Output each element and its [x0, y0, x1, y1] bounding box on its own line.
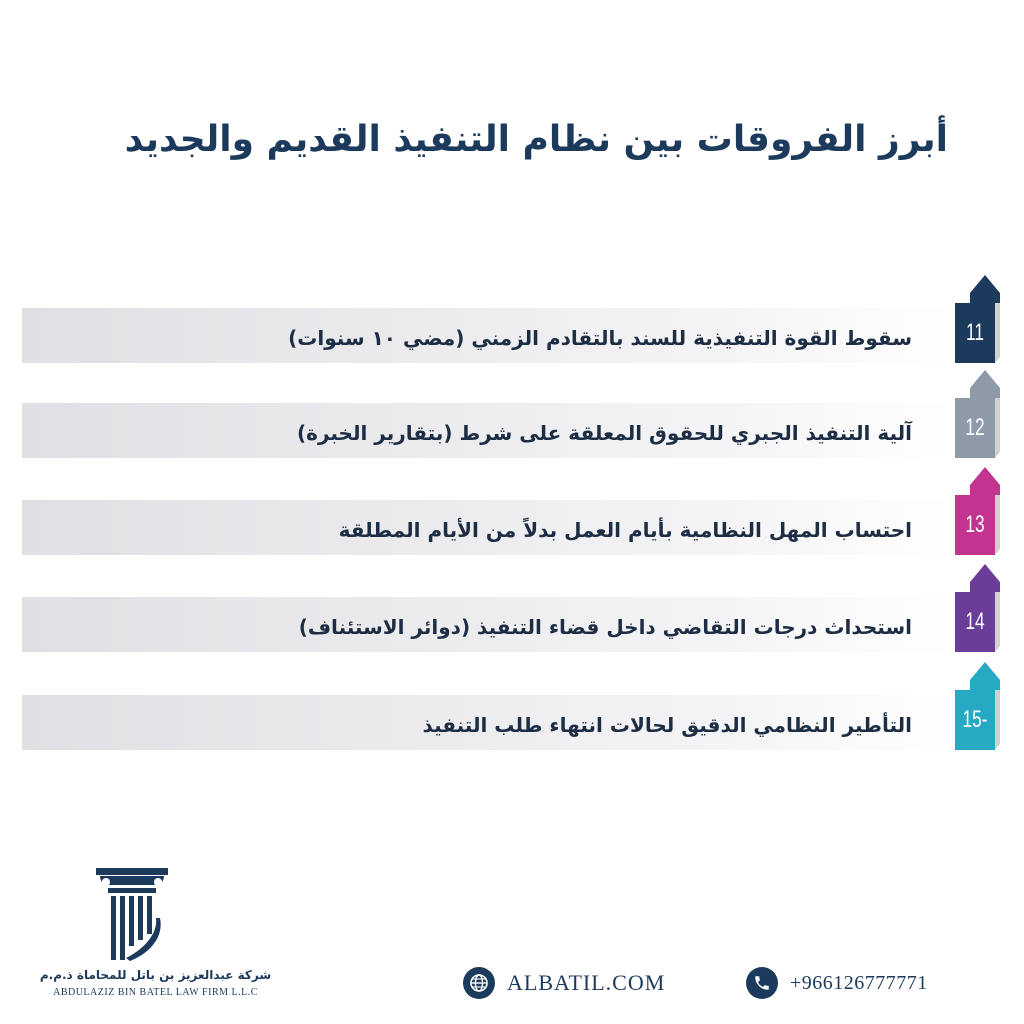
number-marker	[950, 368, 1000, 458]
company-logo	[38, 868, 273, 1000]
item-text: التأطير النظامي الدقيق لحالات انتهاء طلب التنفيذ	[422, 713, 912, 737]
item-text: استحداث درجات التقاضي داخل قضاء التنفيذ (دوائر الاستئناف)	[298, 615, 912, 639]
list-item	[0, 368, 1024, 458]
item-number: 11	[966, 319, 984, 346]
phone-link[interactable]	[746, 965, 928, 1001]
phone-icon	[746, 967, 778, 999]
website-link[interactable]	[463, 965, 665, 1001]
website-text: ALBATIL.COM	[507, 970, 666, 995]
item-text: احتساب المهل النظامية بأيام العمل بدلاً من الأيام المطلقة	[338, 518, 912, 542]
list-item	[0, 465, 1024, 555]
number-marker	[950, 660, 1000, 750]
number-marker	[950, 562, 1000, 652]
list-item	[0, 660, 1024, 750]
item-text: آلية التنفيذ الجبري للحقوق المعلقة على شرط (بتقارير الخبرة)	[297, 421, 912, 445]
item-number: 12	[965, 414, 985, 441]
globe-icon	[463, 967, 495, 999]
item-text: سقوط القوة التنفيذية للسند بالتقادم الزمني (مضي ١٠ سنوات)	[288, 326, 912, 350]
company-name-english: ABDULAZIZ BIN BATEL LAW FIRM L.L.C	[53, 987, 258, 998]
company-name-arabic: شركة عبدالعزيز بن باتل للمحاماة ذ.م.م	[39, 968, 272, 982]
page-title: أبرز الفروقات بين نظام التنفيذ القديم والجديد	[124, 119, 948, 160]
item-number: 13	[965, 511, 985, 538]
list-item	[0, 273, 1024, 363]
number-marker	[950, 273, 1000, 363]
list-item	[0, 562, 1024, 652]
pillar-logo-icon	[96, 868, 168, 964]
item-number: 15-	[962, 706, 988, 733]
item-number: 14	[965, 608, 985, 635]
number-marker	[950, 465, 1000, 555]
phone-text: +966126777771	[790, 971, 928, 994]
